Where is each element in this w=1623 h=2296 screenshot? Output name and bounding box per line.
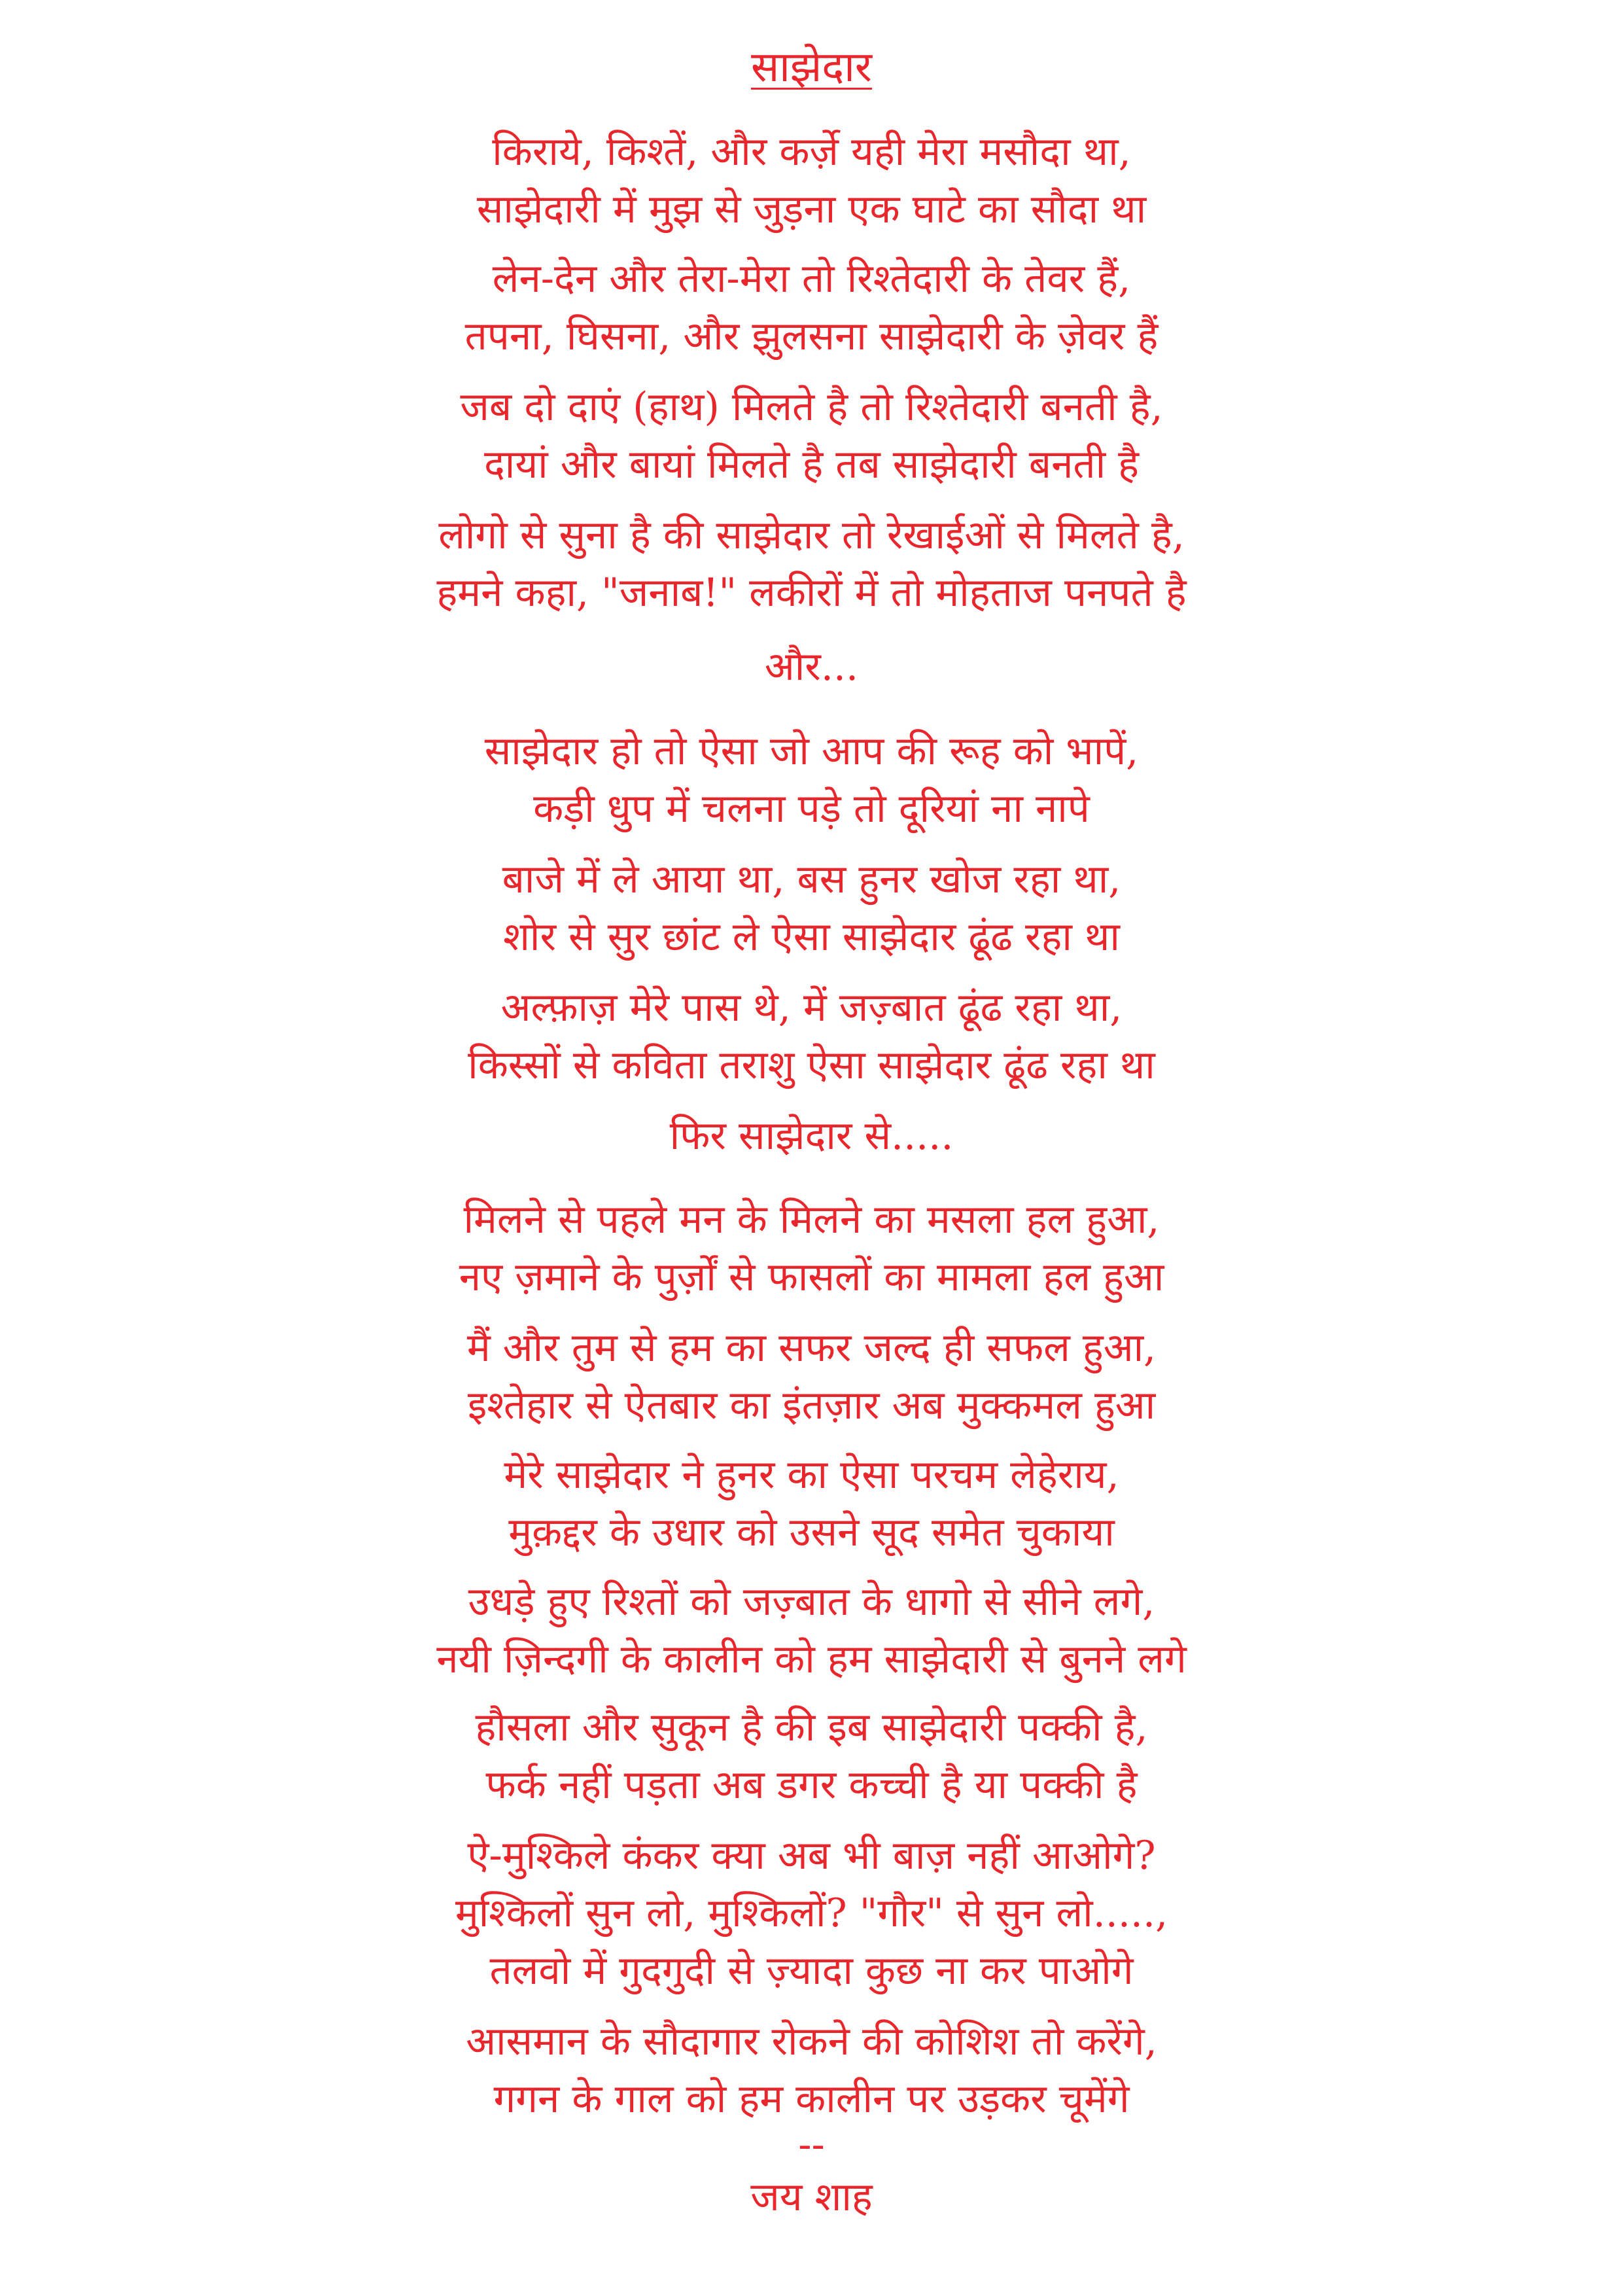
stanza-1 <box>0 123 1623 238</box>
stanza-13 <box>0 1827 1623 2000</box>
stanza-line: किराये, किश्तें, और कर्ज़े यही मेरा मसौदा था, <box>492 129 1131 175</box>
stanza-line: मेरे साझेदार ने हुनर का ऐसा परचम लेहेराय, <box>504 1452 1119 1498</box>
stanza-line: ऐ-मुश्किले कंकर क्या अब भी बाज़ नहीं आओगे? <box>467 1833 1156 1879</box>
stanza-line: आसमान के सौदागार रोकने की कोशिश तो करेंगे, <box>466 2019 1157 2064</box>
stanza-line: शोर से सुर छांट ले ऐसा साझेदार ढूंढ रहा था <box>503 914 1120 960</box>
stanza-line: लोगो से सुना है की साझेदार तो रेखाईओं से मिलते है, <box>438 512 1185 558</box>
author-name: जय शाह <box>750 2174 873 2220</box>
stanza-14 <box>0 2013 1623 2128</box>
stanza-line: दायां और बायां मिलते है तब साझेदारी बनती है <box>483 442 1140 487</box>
stanza-line: गगन के गाल को हम कालीन पर उड़कर चूमेंगे <box>493 2076 1130 2122</box>
poem-title: साझेदार <box>751 43 872 92</box>
stanza-line: हमने कहा, "जनाब!" लकीरों में तो मोहताज पनपते है <box>436 570 1187 616</box>
stanza-line: लेन-देन और तेरा-मेरा तो रिश्तेदारी के तेवर हैं, <box>492 256 1131 302</box>
stanza-4 <box>0 506 1623 622</box>
separator: -- <box>798 2122 825 2168</box>
stanza-line: और... <box>764 644 859 690</box>
stanza-line: साझेदार हो तो ऐसा जो आप की रूह को भापें, <box>484 728 1139 774</box>
interlude-aur <box>0 638 1623 696</box>
stanza-line: साझेदारी में मुझ से जुड़ना एक घाटे का सौदा था <box>476 186 1147 232</box>
stanza-line: फर्क नहीं पड़ता अब डगर कच्ची है या पक्की है <box>485 1762 1138 1808</box>
stanza-6 <box>0 851 1623 966</box>
stanza-line: जब दो दाएं (हाथ) मिलते है तो रिश्तेदारी बनती है, <box>460 384 1163 430</box>
stanza-2 <box>0 250 1623 365</box>
stanza-line: नयी ज़िन्दगी के कालीन को हम साझेदारी से बुनने लगे <box>436 1636 1187 1682</box>
stanza-line: नए ज़माने के पुर्ज़ों से फासलों का मामला हल हुआ <box>459 1254 1164 1300</box>
stanza-line: मिलने से पहले मन के मिलने का मसला हल हुआ, <box>463 1197 1160 1243</box>
stanza-line: मैं और तुम से हम का सफर जल्द ही सफल हुआ, <box>466 1325 1157 1371</box>
stanza-line: तपना, घिसना, और झुलसना साझेदारी के ज़ेवर हैं <box>464 313 1159 359</box>
stanza-12 <box>0 1699 1623 1814</box>
stanza-11 <box>0 1573 1623 1688</box>
stanza-line: फिर साझेदार से..... <box>669 1113 954 1159</box>
stanza-line: हौसला और सुकून है की इब साझेदारी पक्की है, <box>475 1704 1148 1750</box>
stanza-9 <box>0 1319 1623 1434</box>
interlude-phir <box>0 1107 1623 1165</box>
stanza-line: किस्सों से कविता तराशु ऐसा साझेदार ढूंढ रहा था <box>468 1042 1155 1088</box>
stanza-7 <box>0 979 1623 1094</box>
stanza-10 <box>0 1446 1623 1561</box>
stanza-line: अल्फ़ाज़ मेरे पास थे, में जज़्बात ढूंढ रहा था, <box>500 985 1123 1031</box>
stanza-3 <box>0 378 1623 493</box>
stanza-line: मुक़द्दर के उधार को उसने सूद समेत चुकाया <box>508 1510 1115 1555</box>
stanza-line: तलवो में गुदगुदी से ज़्यादा कुछ ना कर पाओगे <box>489 1948 1134 1994</box>
stanza-line: कड़ी धुप में चलना पड़े तो दूरियां ना नापे <box>533 786 1090 832</box>
stanza-5 <box>0 722 1623 838</box>
stanza-line: बाजे में ले आया था, बस हुनर खोज रहा था, <box>502 857 1121 902</box>
stanza-line: उधड़े हुए रिश्तों को जज़्बात के धागो से सीने लगे, <box>468 1579 1155 1625</box>
stanza-line: मुश्किलों सुन लो, मुश्किलों? "गौर" से सुन लो....., <box>455 1890 1168 1936</box>
stanza-line: इश्तेहार से ऐतबार का इंतज़ार अब मुक्कमल हुआ <box>467 1383 1156 1428</box>
stanza-8 <box>0 1191 1623 1306</box>
